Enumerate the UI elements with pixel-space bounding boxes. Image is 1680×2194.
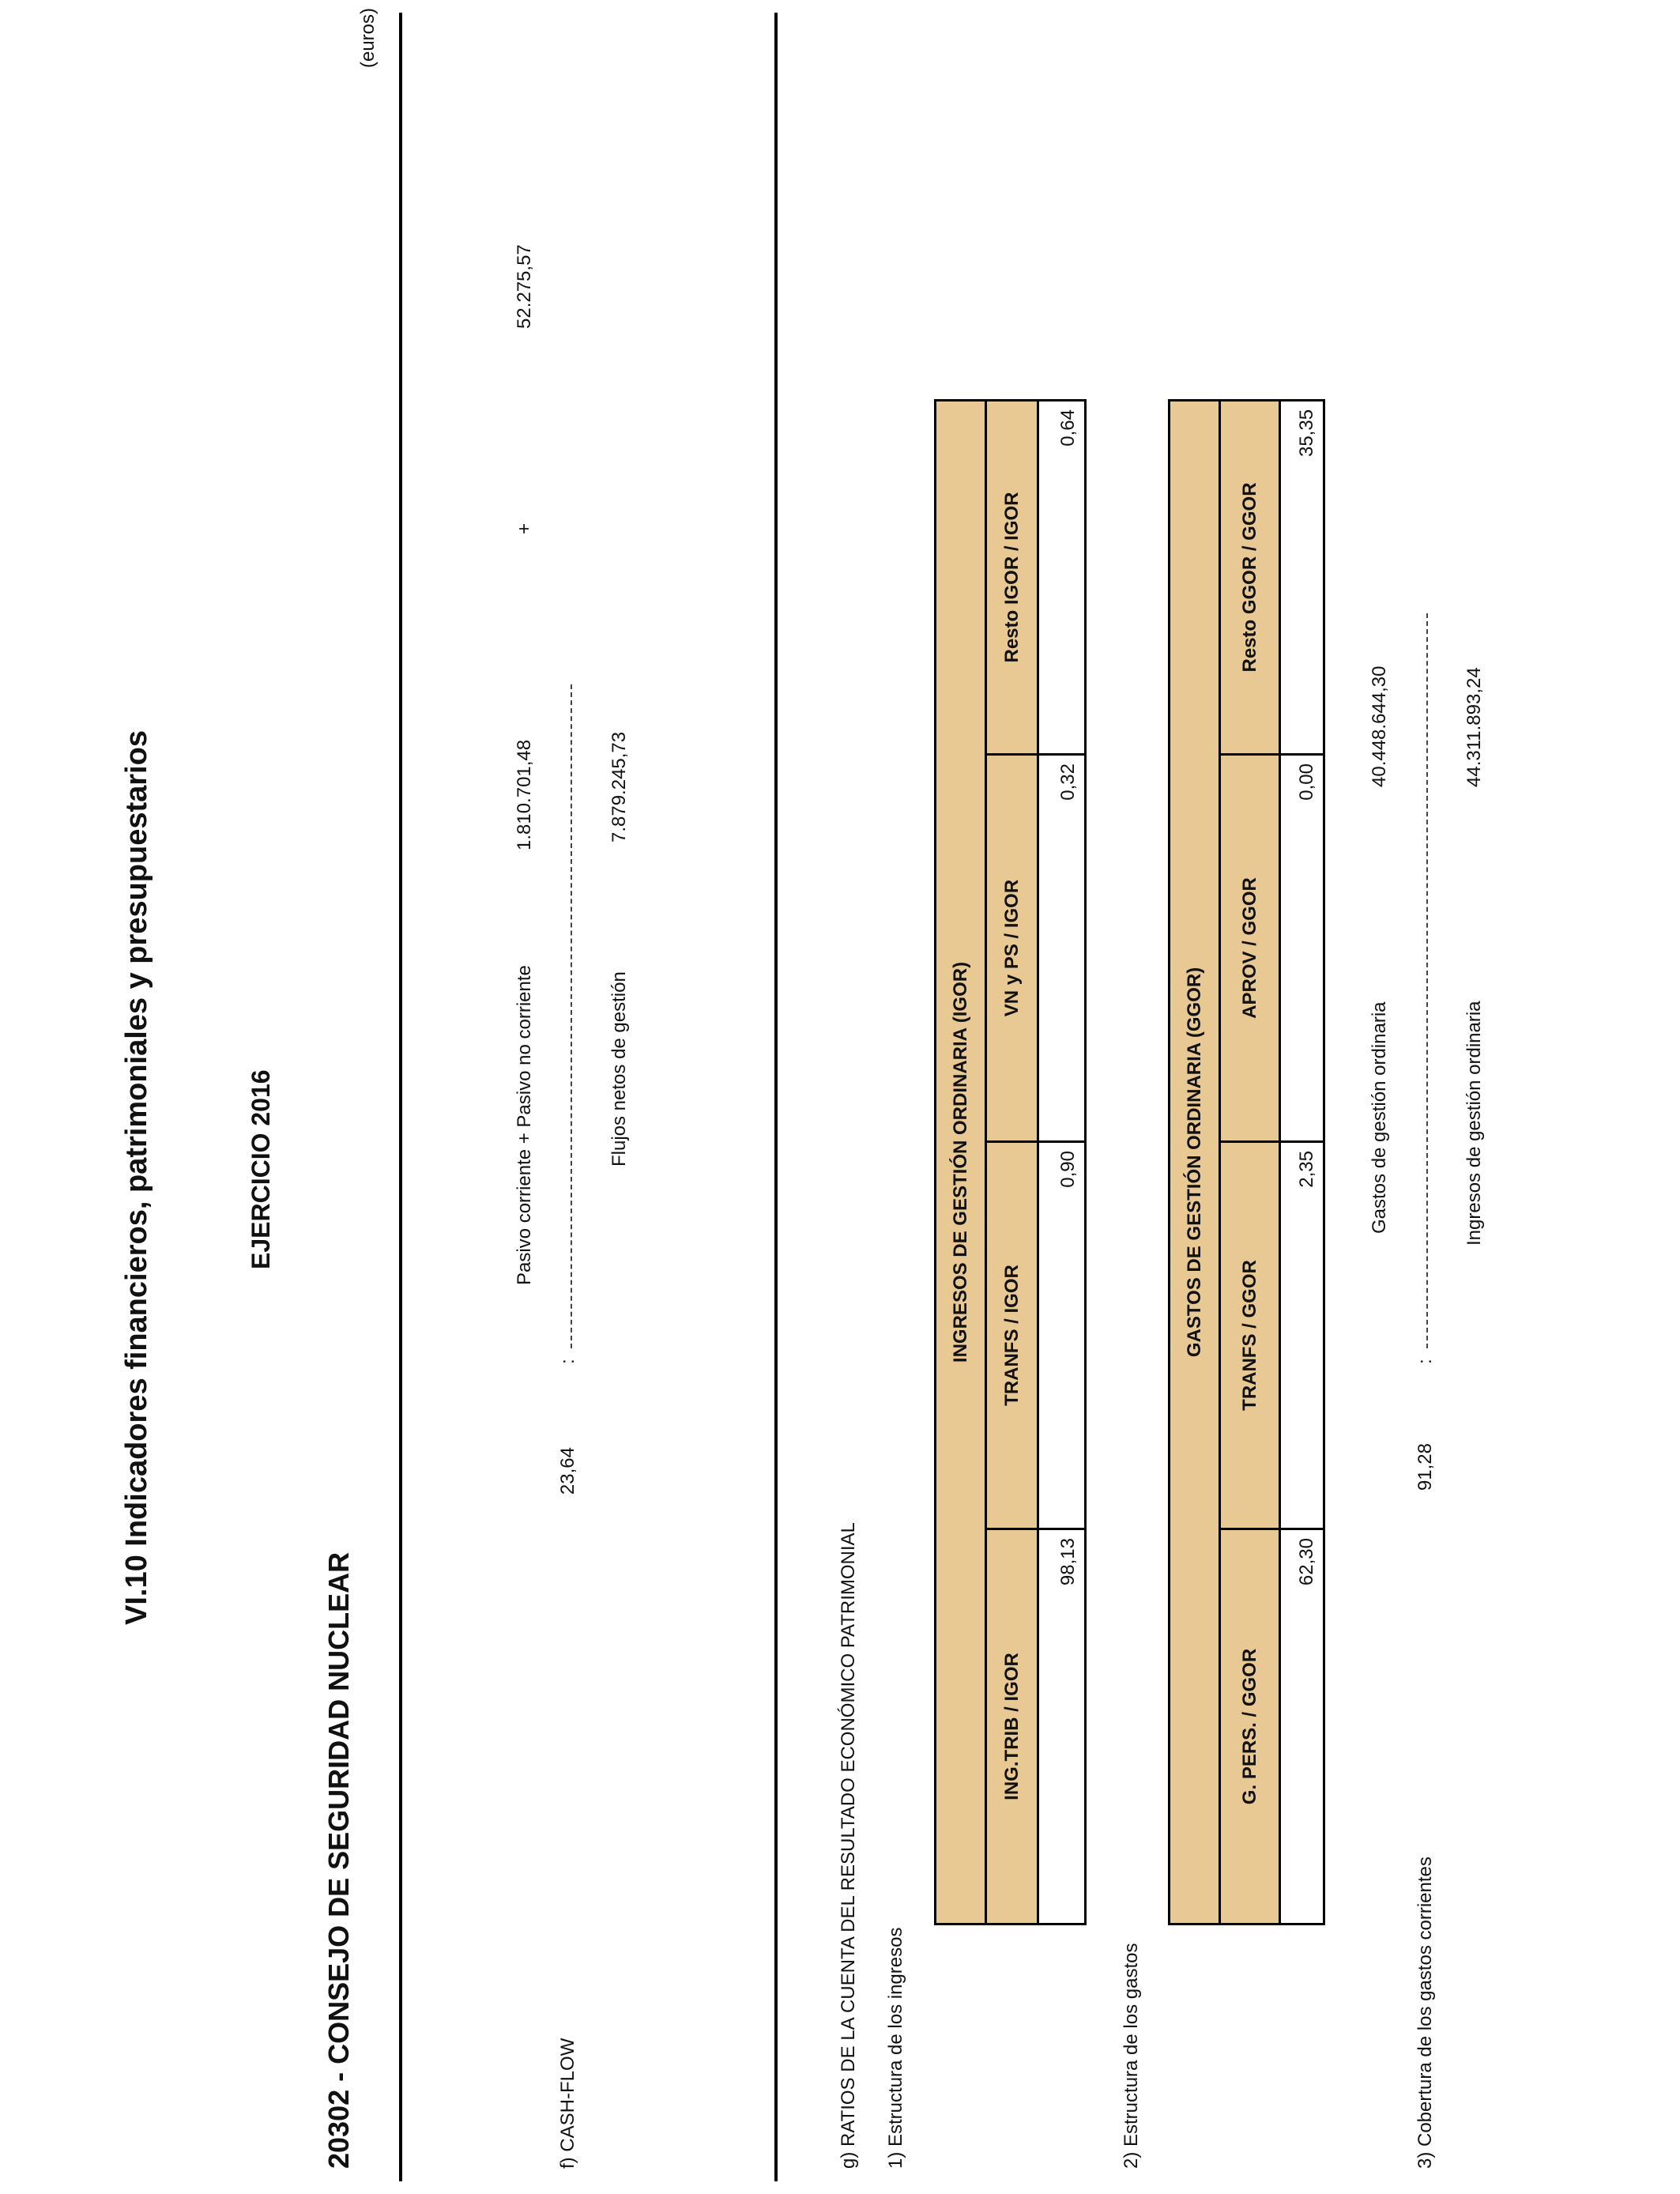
document-title: VI.10 Indicadores financieros, patrimoniales y presupuestarios [120,730,153,1625]
cash-flow-value: 23,64 [557,1447,578,1495]
expense-value-aprov: 0,00 [1280,755,1324,1142]
income-col-vn-ps: VN y PS / IGOR [986,755,1038,1142]
expense-value-g-pers: 62,30 [1280,1529,1324,1924]
coverage-colon: : [1414,1359,1436,1364]
coverage-value: 91,28 [1414,1443,1436,1491]
income-group-header: INGRESOS DE GESTIÓN ORDINARIA (IGOR) [936,400,986,1924]
expense-col-aprov: APROV / GGOR [1220,755,1280,1142]
expense-group-header: GASTOS DE GESTIÓN ORDINARIA (GGOR) [1170,400,1220,1924]
income-value-ing-trib: 98,13 [1038,1529,1086,1924]
expense-value-tranfs: 2,35 [1280,1142,1324,1529]
coverage-fraction-line [1426,613,1428,1348]
income-structure-label: 1) Estructura de los ingresos [885,1927,906,2169]
coverage-label: 3) Cobertura de los gastos corrientes [1414,1857,1436,2169]
cash-flow-colon: : [557,1359,578,1364]
cash-flow-plus: + [514,522,535,534]
income-value-resto: 0,64 [1038,400,1086,754]
coverage-denominator-value: 44.311.893,24 [1463,667,1485,787]
cash-flow-label: f) CASH-FLOW [557,2038,578,2169]
coverage-numerator-value: 40.448.644,30 [1369,665,1390,787]
income-value-tranfs: 0,90 [1038,1142,1086,1529]
income-value-vn-ps: 0,32 [1038,755,1086,1142]
expense-col-g-pers: G. PERS. / GGOR [1220,1529,1280,1924]
cash-flow-numerator-value-2: 52.275,57 [514,244,535,329]
cash-flow-denominator-label: Flujos netos de gestión [608,971,630,1167]
cash-flow-fraction-line [571,684,572,1348]
section-g-label: g) RATIOS DE LA CUENTA DEL RESULTADO ECONÓMICO PATRIMONIAL [838,1522,859,2169]
income-col-tranfs: TRANFS / IGOR [986,1142,1038,1529]
cash-flow-denominator-value: 7.879.245,73 [608,731,630,843]
income-structure-table [934,399,1087,1925]
exercise-year: EJERCICIO 2016 [247,1069,275,1269]
header-rule [399,13,402,2181]
expense-structure-table [1168,399,1325,1925]
cash-flow-numerator-label: Pasivo corriente + Pasivo no corriente [514,965,535,1285]
entity-name: 20302 - CONSEJO DE SEGURIDAD NUCLEAR [322,1551,355,2169]
coverage-numerator-label: Gastos de gestión ordinaria [1369,1001,1390,1234]
income-col-ing-trib: ING.TRIB / IGOR [986,1529,1038,1924]
income-col-resto: Resto IGOR / IGOR [986,400,1038,754]
expense-col-resto: Resto GGOR / GGOR [1220,400,1280,754]
expense-value-resto: 35,35 [1280,400,1324,754]
expense-structure-label: 2) Estructura de los gastos [1121,1943,1142,2169]
coverage-denominator-label: Ingresos de gestión ordinaria [1463,1001,1485,1246]
units-label: (euros) [357,7,379,68]
expense-col-tranfs: TRANFS / GGOR [1220,1142,1280,1529]
cash-flow-numerator-value-1: 1.810.701,48 [514,739,535,850]
section-rule [774,13,778,2181]
